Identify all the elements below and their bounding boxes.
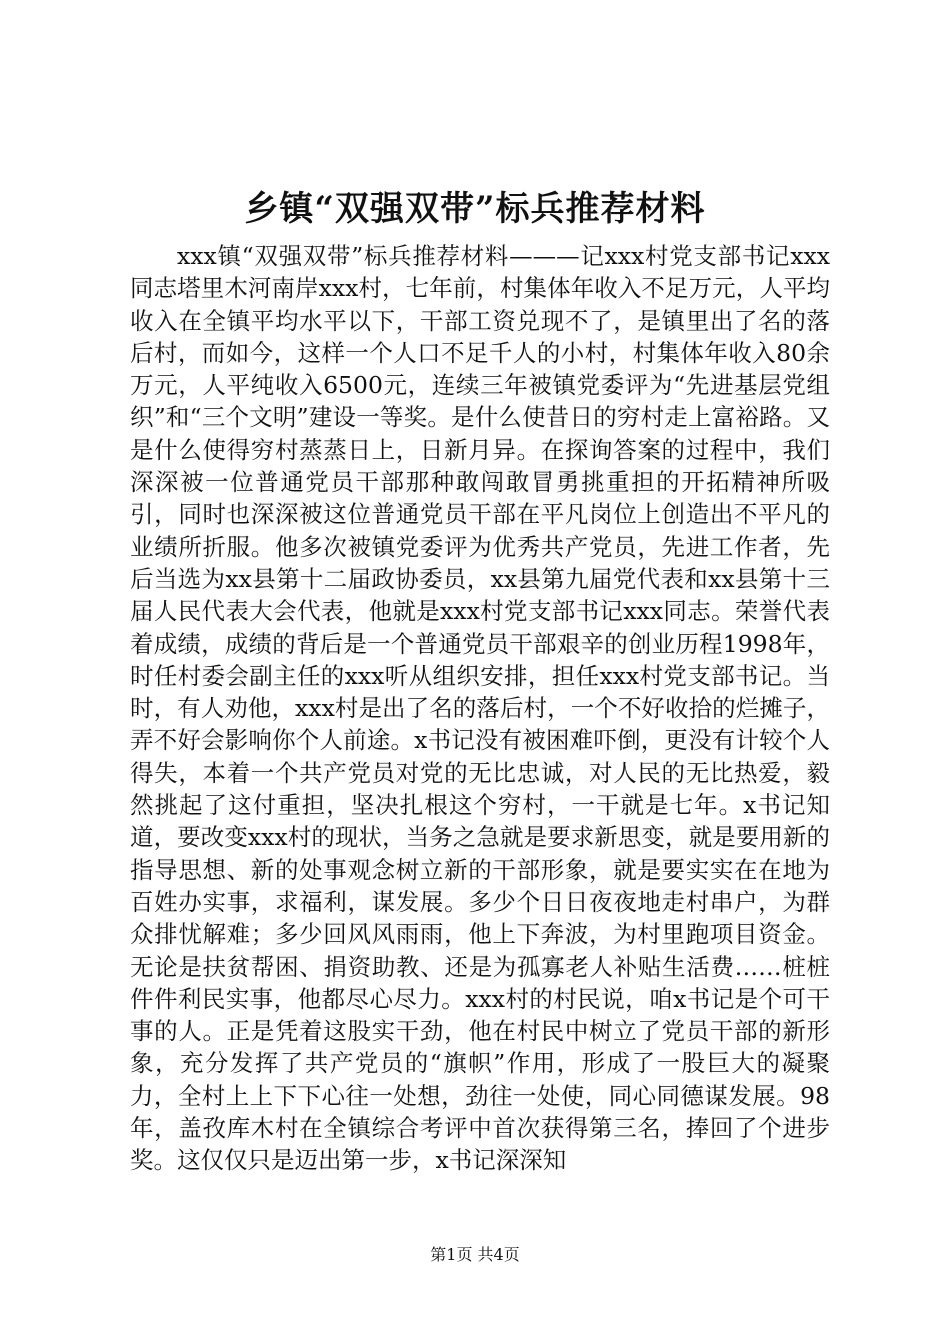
document-title: 乡镇“双强双带”标兵推荐材料 — [244, 189, 706, 229]
document-body-paragraph: xxx镇“双强双带”标兵推荐材料———记xxx村党支部书记xxx同志塔里木河南岸xxx村，七年前，村集体年收入不足万元，人平均收入在全镇平均水平以下，干部工资兑现不了，是镇里出了名的落后村，而如今，这样一个人口不足千人的小村，村集体年收入80余万元，人平纯收入6500元，连续三年被镇党委评为“先进基层党组织”和“三个文明”建设一等奖。是什么使昔日的穷村走上富裕路。又是什么使得穷村蒸蒸日上，日新月异。在探询答案的过程中，我们深深被一位普通党员干部那种敢闯敢冒勇挑重担的开拓精神所吸引，同时也深深被这位普通党员干部在平凡岗位上创造出不平凡的业绩所折服。他多次被镇党委评为优秀共产党员，先进工作者，先后当选为xx县第十二届政协委员，xx县第九届党代表和xx县第十三届人民代表大会代表，他就是xxx村党支部书记xxx同志。荣誉代表着成绩，成绩的背后是一个普通党员干部艰辛的创业历程1998年，时任村委会副主任的xxx听从组织安排，担任xxx村党支部书记。当时，有人劝他，xxx村是出了名的落后村，一个不好收拾的烂摊子，弄不好会影响你个人前途。x书记没有被困难吓倒，更没有计较个人得失，本着一个共产党员对党的无比忠诚，对人民的无比热爱，毅然挑起了这付重担，坚决扎根这个穷村，一干就是七年。x书记知道，要改变xxx村的现状，当务之急就是要求新思变，就是要用新的指导思想、新的处事观念树立新的干部形象，就是要实实在在地为百姓办实事，求福利，谋发展。多少个日日夜夜地走村串户，为群众排忧解难；多少回风风雨雨，他上下奔波，为村里跑项目资金。无论是扶贫帮困、捐资助教、还是为孤寡老人补贴生活费……桩桩件件利民实事，他都尽心尽力。xxx村的村民说，咱x书记是个可干事的人。正是凭着这股实干劲，他在村民中树立了党员干部的新形象，充分发挥了共产党员的“旗帜”作用，形成了一股巨大的凝聚力，全村上上下下心往一处想，劲往一处使，同心同德谋发展。98年，盖孜库木村在全镇综合考评中首次获得第三名，捧回了个进步奖。这仅仅只是迈出第一步，x书记深深知 — [130, 242, 830, 1175]
page-number-indicator: 第1页 共4页 — [430, 1245, 520, 1264]
